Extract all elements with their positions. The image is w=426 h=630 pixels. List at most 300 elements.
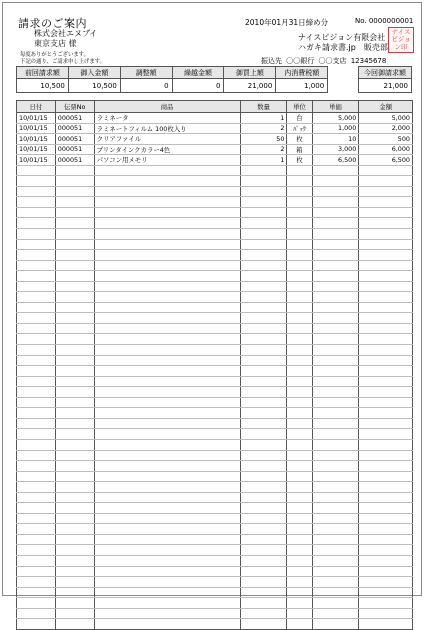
cell-empty [94, 345, 240, 356]
cell-empty [240, 302, 287, 313]
table-row-empty [17, 355, 413, 366]
summary-table [16, 66, 412, 93]
items-body [17, 113, 413, 630]
cell-empty [240, 534, 287, 545]
cell-empty [312, 207, 359, 218]
cell-empty [94, 218, 240, 229]
cell-empty [312, 281, 359, 292]
summary-value-payment: 10,500 [68, 79, 120, 93]
cell-empty [94, 207, 240, 218]
cell-empty [359, 429, 413, 440]
cell-empty [17, 302, 56, 313]
cell-empty [240, 492, 287, 503]
cell-empty [287, 229, 312, 240]
cell-empty [312, 323, 359, 334]
table-row-empty [17, 302, 413, 313]
cell-empty [55, 418, 94, 429]
table-row-empty [17, 366, 413, 377]
summary-value-adjustment: 0 [120, 79, 172, 93]
cell-empty [55, 587, 94, 598]
payment-label: 振込先 [261, 57, 282, 65]
cell-empty [17, 524, 56, 535]
cell-empty [240, 165, 287, 176]
stamp-line-1: ナイス [391, 27, 411, 36]
summary-value-tax: 1,000 [276, 79, 328, 93]
cell-empty [55, 555, 94, 566]
cell-date: 10/01/15 [17, 134, 56, 145]
table-row-empty [17, 587, 413, 598]
cell-quantity: 2 [240, 144, 287, 155]
cell-empty [55, 176, 94, 187]
cell-empty [240, 260, 287, 271]
table-row-empty [17, 239, 413, 250]
cell-empty [312, 503, 359, 514]
cell-empty [240, 239, 287, 250]
cell-empty [17, 619, 56, 630]
cell-empty [359, 397, 413, 408]
cell-empty [17, 450, 56, 461]
cell-empty [287, 397, 312, 408]
table-row-empty [17, 534, 413, 545]
cell-empty [240, 345, 287, 356]
cell-unit: 枚 [287, 134, 312, 145]
cell-empty [94, 482, 240, 493]
cell-empty [94, 534, 240, 545]
cell-empty [287, 587, 312, 598]
cell-empty [287, 207, 312, 218]
cell-empty [287, 608, 312, 619]
cell-empty [359, 229, 413, 240]
cell-empty [312, 619, 359, 630]
table-row-empty [17, 555, 413, 566]
cell-empty [94, 418, 240, 429]
table-row-empty [17, 176, 413, 187]
cell-empty [287, 239, 312, 250]
cell-empty [312, 334, 359, 345]
cell-quantity: 1 [240, 155, 287, 166]
summary-header-tax: 内消費税額 [276, 67, 328, 79]
cell-empty [240, 577, 287, 588]
cell-empty [287, 197, 312, 208]
table-row-empty [17, 450, 413, 461]
cell-empty [359, 555, 413, 566]
table-row-empty [17, 608, 413, 619]
summary-header-total: 今回御請求額 [359, 67, 412, 79]
summary-header-previous: 前回請求額 [17, 67, 69, 79]
cell-empty [359, 587, 413, 598]
cell-empty [17, 376, 56, 387]
cell-empty [94, 186, 240, 197]
cell-empty [359, 461, 413, 472]
cell-empty [94, 439, 240, 450]
cell-empty [287, 555, 312, 566]
cell-empty [240, 619, 287, 630]
cell-empty [17, 345, 56, 356]
cell-empty [287, 165, 312, 176]
cell-empty [55, 271, 94, 282]
cell-empty [359, 619, 413, 630]
table-row-empty [17, 577, 413, 588]
cell-date: 10/01/15 [17, 123, 56, 134]
cell-empty [359, 418, 413, 429]
cell-empty [55, 492, 94, 503]
cell-empty [240, 218, 287, 229]
cell-empty [287, 302, 312, 313]
summary-header-purchases: 御買上額 [224, 67, 276, 79]
summary-value-purchases: 21,000 [224, 79, 276, 93]
cell-empty [287, 461, 312, 472]
table-row-empty [17, 250, 413, 261]
table-row-empty [17, 334, 413, 345]
cell-empty [55, 345, 94, 356]
table-row-empty [17, 503, 413, 514]
cell-empty [312, 397, 359, 408]
cell-empty [94, 555, 240, 566]
cell-unit: 台 [287, 113, 312, 124]
stamp-line-2: ビジョ [391, 35, 411, 44]
cell-empty [17, 482, 56, 493]
table-row [17, 155, 413, 166]
cell-empty [17, 461, 56, 472]
cell-empty [312, 218, 359, 229]
customer-branch: 東京支店 様 [34, 39, 77, 48]
cell-slip-no: 000051 [55, 144, 94, 155]
cell-empty [17, 229, 56, 240]
cell-empty [287, 292, 312, 303]
table-row-empty [17, 345, 413, 356]
cell-empty [359, 355, 413, 366]
cell-empty [312, 355, 359, 366]
table-row-empty [17, 323, 413, 334]
billing-period: 2010年01月31日締め分 [245, 18, 329, 27]
cell-empty [94, 302, 240, 313]
cell-empty [55, 577, 94, 588]
cell-empty [55, 439, 94, 450]
cell-empty [17, 492, 56, 503]
table-row-empty [17, 429, 413, 440]
invoice-sheet [2, 2, 422, 596]
cell-unit-price: 1,000 [312, 123, 359, 134]
cell-empty [359, 387, 413, 398]
cell-empty [17, 239, 56, 250]
cell-date: 10/01/15 [17, 155, 56, 166]
cell-empty [287, 577, 312, 588]
cell-empty [287, 281, 312, 292]
cell-empty [55, 165, 94, 176]
column-header-unit: 単位 [287, 101, 312, 113]
cell-empty [55, 450, 94, 461]
cell-empty [359, 408, 413, 419]
cell-empty [17, 313, 56, 324]
table-row-empty [17, 471, 413, 482]
cell-empty [359, 165, 413, 176]
cell-empty [359, 376, 413, 387]
cell-empty [240, 323, 287, 334]
column-header-product: 商品 [94, 101, 240, 113]
payment-info [261, 56, 386, 66]
summary-gap [328, 67, 359, 79]
cell-product: ラミネートフィルム 100枚入り [94, 123, 240, 134]
cell-empty [240, 418, 287, 429]
cell-empty [17, 387, 56, 398]
company-seal-stamp [388, 27, 414, 53]
cell-empty [287, 429, 312, 440]
cell-empty [94, 239, 240, 250]
cell-empty [94, 566, 240, 577]
cell-empty [17, 292, 56, 303]
cell-empty [55, 292, 94, 303]
cell-empty [94, 408, 240, 419]
cell-empty [55, 250, 94, 261]
cell-empty [287, 619, 312, 630]
cell-empty [287, 260, 312, 271]
cell-empty [359, 492, 413, 503]
cell-empty [312, 439, 359, 450]
cell-empty [359, 345, 413, 356]
table-row-empty [17, 397, 413, 408]
cell-empty [55, 387, 94, 398]
cell-empty [312, 176, 359, 187]
cell-empty [287, 345, 312, 356]
table-row-empty [17, 387, 413, 398]
cell-quantity: 1 [240, 113, 287, 124]
cell-empty [240, 313, 287, 324]
cell-empty [287, 355, 312, 366]
table-row-empty [17, 598, 413, 609]
cell-empty [17, 323, 56, 334]
cell-unit-price: 3,000 [312, 144, 359, 155]
cell-empty [240, 587, 287, 598]
cell-empty [240, 429, 287, 440]
cell-empty [312, 482, 359, 493]
cell-empty [312, 461, 359, 472]
table-row-empty [17, 513, 413, 524]
cell-empty [94, 492, 240, 503]
cell-empty [312, 471, 359, 482]
table-row-empty [17, 292, 413, 303]
cell-empty [312, 197, 359, 208]
cell-empty [240, 471, 287, 482]
cell-empty [55, 229, 94, 240]
summary-gap [328, 79, 359, 93]
table-row-empty [17, 566, 413, 577]
cell-empty [240, 176, 287, 187]
cell-empty [312, 534, 359, 545]
cell-empty [359, 334, 413, 345]
cell-empty [312, 524, 359, 535]
summary-header-carryover: 繰越金額 [172, 67, 224, 79]
cell-empty [287, 366, 312, 377]
table-row-empty [17, 260, 413, 271]
cell-empty [94, 260, 240, 271]
cell-unit: 枚 [287, 155, 312, 166]
cell-empty [55, 566, 94, 577]
column-header-date: 日付 [17, 101, 56, 113]
table-row [17, 144, 413, 155]
cell-empty [55, 619, 94, 630]
cell-empty [55, 281, 94, 292]
cell-empty [94, 376, 240, 387]
cell-empty [359, 482, 413, 493]
summary-value-carryover: 0 [172, 79, 224, 93]
column-header-quantity: 数量 [240, 101, 287, 113]
cell-empty [55, 197, 94, 208]
table-row-empty [17, 218, 413, 229]
table-row-empty [17, 165, 413, 176]
column-header-amount: 金額 [359, 101, 413, 113]
cell-empty [359, 366, 413, 377]
table-row-empty [17, 197, 413, 208]
cell-empty [55, 186, 94, 197]
cell-empty [359, 450, 413, 461]
column-header-slip-no: 伝票No [55, 101, 94, 113]
cell-empty [359, 323, 413, 334]
cell-empty [312, 250, 359, 261]
cell-empty [287, 176, 312, 187]
cell-empty [240, 566, 287, 577]
cell-empty [55, 598, 94, 609]
cell-empty [287, 524, 312, 535]
cell-empty [94, 250, 240, 261]
cell-empty [359, 281, 413, 292]
table-row-empty [17, 524, 413, 535]
cell-empty [312, 598, 359, 609]
table-row-empty [17, 229, 413, 240]
cell-empty [94, 397, 240, 408]
cell-empty [359, 197, 413, 208]
cell-empty [359, 218, 413, 229]
cell-empty [94, 313, 240, 324]
cell-amount: 6,500 [359, 155, 413, 166]
cell-empty [17, 408, 56, 419]
cell-empty [55, 376, 94, 387]
cell-product: プリンタインクカラー4色 [94, 144, 240, 155]
cell-empty [94, 387, 240, 398]
cell-slip-no: 000051 [55, 113, 94, 124]
table-row-empty [17, 461, 413, 472]
cell-empty [359, 524, 413, 535]
cell-empty [287, 271, 312, 282]
cell-empty [55, 397, 94, 408]
cell-empty [287, 513, 312, 524]
cell-empty [17, 418, 56, 429]
cell-empty [359, 503, 413, 514]
cell-empty [17, 176, 56, 187]
items-table [16, 100, 413, 630]
greeting-line-1: 毎度ありがとうございます。 [20, 52, 89, 58]
cell-empty [359, 566, 413, 577]
cell-empty [55, 302, 94, 313]
cell-quantity: 2 [240, 123, 287, 134]
cell-empty [312, 292, 359, 303]
document-number: No. 0000000001 [355, 17, 414, 25]
cell-empty [240, 207, 287, 218]
cell-empty [17, 577, 56, 588]
table-row-empty [17, 619, 413, 630]
cell-empty [55, 503, 94, 514]
cell-empty [240, 513, 287, 524]
table-row-empty [17, 418, 413, 429]
cell-empty [94, 577, 240, 588]
cell-empty [94, 429, 240, 440]
cell-empty [359, 577, 413, 588]
cell-empty [17, 186, 56, 197]
cell-empty [359, 313, 413, 324]
table-row-empty [17, 313, 413, 324]
cell-empty [312, 492, 359, 503]
cell-empty [17, 587, 56, 598]
cell-empty [55, 334, 94, 345]
cell-empty [359, 239, 413, 250]
cell-empty [240, 250, 287, 261]
issuer-company: ナイスビジョン有限会社 [298, 33, 386, 42]
cell-empty [17, 545, 56, 556]
cell-date: 10/01/15 [17, 113, 56, 124]
cell-empty [55, 482, 94, 493]
cell-empty [287, 439, 312, 450]
cell-empty [312, 555, 359, 566]
cell-empty [287, 482, 312, 493]
cell-unit: ﾊﾟｯｸ [287, 123, 312, 134]
cell-empty [359, 608, 413, 619]
cell-empty [312, 313, 359, 324]
cell-empty [287, 218, 312, 229]
cell-empty [312, 366, 359, 377]
cell-empty [287, 545, 312, 556]
cell-empty [94, 165, 240, 176]
cell-empty [287, 323, 312, 334]
cell-date: 10/01/15 [17, 144, 56, 155]
cell-empty [55, 408, 94, 419]
cell-empty [94, 197, 240, 208]
table-row-empty [17, 271, 413, 282]
cell-empty [94, 271, 240, 282]
cell-empty [287, 376, 312, 387]
cell-empty [94, 587, 240, 598]
cell-empty [240, 408, 287, 419]
cell-empty [287, 534, 312, 545]
cell-empty [312, 260, 359, 271]
cell-amount: 500 [359, 134, 413, 145]
cell-empty [312, 239, 359, 250]
cell-empty [55, 534, 94, 545]
cell-empty [17, 439, 56, 450]
greeting-line-2: 下記の通り、ご請求申し上げます。 [20, 59, 105, 65]
cell-empty [312, 587, 359, 598]
cell-empty [240, 461, 287, 472]
cell-empty [17, 250, 56, 261]
cell-empty [287, 450, 312, 461]
customer-block [34, 29, 97, 49]
cell-empty [287, 598, 312, 609]
cell-empty [17, 271, 56, 282]
cell-empty [312, 566, 359, 577]
cell-empty [17, 165, 56, 176]
payment-branch: 〇〇支店 [318, 57, 347, 65]
cell-empty [55, 461, 94, 472]
issuer-block [298, 33, 388, 53]
cell-empty [240, 292, 287, 303]
cell-empty [55, 313, 94, 324]
table-row-empty [17, 439, 413, 450]
cell-empty [240, 186, 287, 197]
table-row-empty [17, 186, 413, 197]
column-header-unit-price: 単価 [312, 101, 359, 113]
cell-empty [17, 555, 56, 566]
cell-empty [55, 218, 94, 229]
cell-empty [240, 334, 287, 345]
cell-slip-no: 000051 [55, 123, 94, 134]
